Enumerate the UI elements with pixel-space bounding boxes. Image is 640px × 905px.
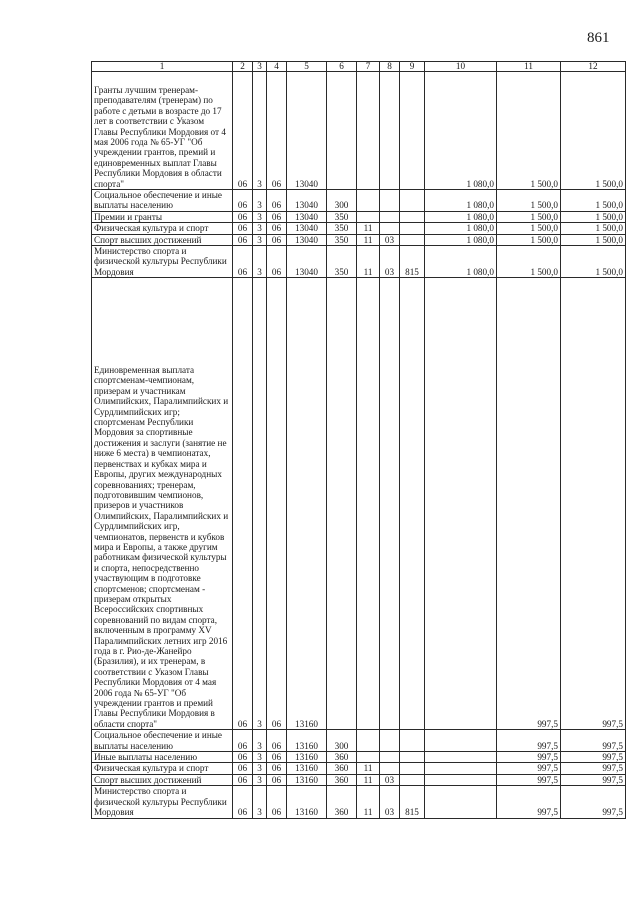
value-cell: 360 — [327, 774, 357, 785]
row-name-cell: Министерство спорта и физической культуры Республики Мордовия — [92, 786, 233, 818]
value-cell: 03 — [380, 234, 400, 245]
table-body — [92, 72, 626, 819]
value-cell: 1 080,0 — [425, 72, 497, 190]
value-cell: 1 500,0 — [497, 190, 561, 212]
value-cell: 997,5 — [497, 278, 561, 730]
value-cell: 1 500,0 — [561, 72, 626, 190]
value-cell: 997,5 — [497, 752, 561, 763]
value-cell: 350 — [327, 246, 357, 278]
value-cell — [357, 190, 380, 212]
value-cell: 11 — [357, 234, 380, 245]
value-cell — [327, 72, 357, 190]
header-row — [92, 62, 626, 72]
row-name-cell: Социальное обеспечение и иные выплаты населению — [92, 730, 233, 752]
value-cell: 1 080,0 — [425, 246, 497, 278]
value-cell: 13040 — [287, 190, 327, 212]
value-cell: 1 500,0 — [497, 72, 561, 190]
value-cell: 3 — [253, 223, 267, 234]
header-cell: 2 — [233, 62, 253, 72]
value-cell: 815 — [400, 786, 425, 818]
header-cell: 7 — [357, 62, 380, 72]
value-cell: 06 — [233, 786, 253, 818]
value-cell — [425, 752, 497, 763]
value-cell: 1 500,0 — [561, 190, 626, 212]
value-cell: 1 080,0 — [425, 211, 497, 222]
header-cell: 4 — [267, 62, 287, 72]
page-number: 861 — [587, 30, 610, 46]
budget-table — [91, 61, 626, 819]
value-cell — [380, 278, 400, 730]
value-cell — [400, 234, 425, 245]
value-cell — [357, 72, 380, 190]
value-cell: 3 — [253, 763, 267, 774]
table-row — [92, 211, 626, 222]
header-cell: 6 — [327, 62, 357, 72]
value-cell: 06 — [267, 190, 287, 212]
row-name-cell: Спорт высших достижений — [92, 774, 233, 785]
value-cell: 06 — [267, 278, 287, 730]
table-row — [92, 752, 626, 763]
value-cell — [380, 730, 400, 752]
value-cell: 815 — [400, 246, 425, 278]
value-cell: 1 080,0 — [425, 190, 497, 212]
value-cell: 11 — [357, 774, 380, 785]
value-cell — [380, 223, 400, 234]
table-row — [92, 763, 626, 774]
value-cell — [400, 774, 425, 785]
row-name-cell: Единовременная выплата спортсменам-чемпионам, призерам и участникам Олимпийских, Паралимпийских и Сурдлимпийских игр; спортсменам Республики Мордовия за спортивные достижения и заслуги (занятие не ниже 6 места) в чемпионатах, первенствах и кубках мира и Европы, других международных соревнованиях; тренерам, подготовившим чемпионов, призеров и участников Олимпийских, Паралимпийских и Сурдлимпийских игр, чемпионатов, первенств и кубков мира и Европы, а также другим работникам физической культуры и спорта, непосредственно участвующим в подготовке спортсменов; спортсменам - призерам открытых Всероссийских спортивных соревнований по видам спорта, включенным в программу XV Паралимпийских летних игр 2016 года в г. Рио-де-Жанейро (Бразилия), и их тренерам, в соответствии с Указом Главы Республики Мордовия от 4 мая 2006 года № 65-УГ "Об учреждении грантов и премий Главы Республики Мордовия в области спорта" — [92, 278, 233, 730]
table-row — [92, 223, 626, 234]
value-cell: 13160 — [287, 752, 327, 763]
value-cell: 1 080,0 — [425, 223, 497, 234]
value-cell: 997,5 — [497, 786, 561, 818]
value-cell: 997,5 — [561, 786, 626, 818]
value-cell: 06 — [233, 190, 253, 212]
value-cell — [380, 752, 400, 763]
value-cell: 1 500,0 — [561, 211, 626, 222]
value-cell: 06 — [233, 752, 253, 763]
value-cell: 06 — [267, 730, 287, 752]
value-cell: 06 — [267, 752, 287, 763]
row-name-cell: Иные выплаты населению — [92, 752, 233, 763]
value-cell — [425, 774, 497, 785]
header-cell: 12 — [561, 62, 626, 72]
value-cell: 03 — [380, 246, 400, 278]
value-cell: 13160 — [287, 730, 327, 752]
value-cell — [400, 211, 425, 222]
value-cell: 13160 — [287, 278, 327, 730]
value-cell: 3 — [253, 234, 267, 245]
value-cell: 06 — [233, 774, 253, 785]
value-cell: 06 — [267, 246, 287, 278]
row-name-cell: Физическая культура и спорт — [92, 763, 233, 774]
table-row — [92, 278, 626, 730]
value-cell — [400, 730, 425, 752]
table-row — [92, 786, 626, 818]
value-cell — [400, 190, 425, 212]
value-cell: 13040 — [287, 223, 327, 234]
value-cell: 06 — [267, 774, 287, 785]
value-cell — [357, 752, 380, 763]
row-name-cell: Премии и гранты — [92, 211, 233, 222]
value-cell: 06 — [267, 211, 287, 222]
row-name-cell: Спорт высших достижений — [92, 234, 233, 245]
value-cell: 360 — [327, 763, 357, 774]
header-cell: 8 — [380, 62, 400, 72]
value-cell: 13040 — [287, 246, 327, 278]
value-cell: 06 — [267, 234, 287, 245]
value-cell: 3 — [253, 211, 267, 222]
value-cell — [400, 752, 425, 763]
row-name-cell: Физическая культура и спорт — [92, 223, 233, 234]
value-cell: 11 — [357, 786, 380, 818]
table-row — [92, 72, 626, 190]
value-cell: 997,5 — [561, 278, 626, 730]
value-cell: 3 — [253, 752, 267, 763]
value-cell: 360 — [327, 752, 357, 763]
table-row — [92, 190, 626, 212]
value-cell: 3 — [253, 786, 267, 818]
header-cell: 11 — [497, 62, 561, 72]
value-cell: 1 500,0 — [561, 234, 626, 245]
value-cell: 03 — [380, 786, 400, 818]
value-cell: 997,5 — [561, 763, 626, 774]
header-cell: 9 — [400, 62, 425, 72]
value-cell: 1 080,0 — [425, 234, 497, 245]
value-cell: 997,5 — [497, 730, 561, 752]
value-cell: 997,5 — [497, 763, 561, 774]
value-cell: 03 — [380, 774, 400, 785]
table-row — [92, 246, 626, 278]
value-cell: 1 500,0 — [497, 234, 561, 245]
value-cell: 350 — [327, 234, 357, 245]
header-cell: 3 — [253, 62, 267, 72]
value-cell: 1 500,0 — [561, 223, 626, 234]
header-cell: 1 — [92, 62, 233, 72]
value-cell — [357, 730, 380, 752]
value-cell: 997,5 — [561, 730, 626, 752]
value-cell: 06 — [267, 72, 287, 190]
value-cell: 11 — [357, 763, 380, 774]
value-cell: 13040 — [287, 72, 327, 190]
value-cell: 06 — [267, 223, 287, 234]
row-name-cell: Гранты лучшим тренерам-преподавателям (тренерам) по работе с детьми в возрасте до 17 лет в соответствии с Указом Главы Республики Мордовия от 4 мая 2006 года № 65-УГ "Об учреждении грантов, премий и единовременных выплат Главы Республики Мордовия в области спорта" — [92, 72, 233, 190]
value-cell: 997,5 — [561, 752, 626, 763]
table-row — [92, 730, 626, 752]
row-name-cell: Министерство спорта и физической культуры Республики Мордовия — [92, 246, 233, 278]
value-cell: 1 500,0 — [561, 246, 626, 278]
value-cell: 13160 — [287, 786, 327, 818]
value-cell: 350 — [327, 223, 357, 234]
value-cell — [400, 278, 425, 730]
value-cell — [327, 278, 357, 730]
value-cell: 13160 — [287, 774, 327, 785]
value-cell: 3 — [253, 190, 267, 212]
value-cell — [380, 763, 400, 774]
value-cell: 06 — [233, 730, 253, 752]
value-cell: 13040 — [287, 211, 327, 222]
value-cell — [425, 763, 497, 774]
value-cell — [400, 763, 425, 774]
value-cell: 1 500,0 — [497, 211, 561, 222]
value-cell: 997,5 — [561, 774, 626, 785]
value-cell — [425, 730, 497, 752]
value-cell — [380, 72, 400, 190]
value-cell: 06 — [267, 786, 287, 818]
value-cell: 13160 — [287, 763, 327, 774]
value-cell — [357, 211, 380, 222]
value-cell: 1 500,0 — [497, 223, 561, 234]
value-cell: 3 — [253, 278, 267, 730]
value-cell: 300 — [327, 190, 357, 212]
header-cell: 10 — [425, 62, 497, 72]
value-cell: 350 — [327, 211, 357, 222]
value-cell: 3 — [253, 730, 267, 752]
value-cell — [425, 786, 497, 818]
value-cell: 997,5 — [497, 774, 561, 785]
value-cell: 06 — [233, 211, 253, 222]
value-cell: 3 — [253, 246, 267, 278]
row-name-cell: Социальное обеспечение и иные выплаты населению — [92, 190, 233, 212]
value-cell: 06 — [233, 278, 253, 730]
value-cell: 3 — [253, 774, 267, 785]
value-cell: 300 — [327, 730, 357, 752]
header-cell: 5 — [287, 62, 327, 72]
table-row — [92, 774, 626, 785]
value-cell: 06 — [233, 223, 253, 234]
value-cell — [425, 278, 497, 730]
value-cell: 11 — [357, 246, 380, 278]
table-row — [92, 234, 626, 245]
value-cell: 360 — [327, 786, 357, 818]
value-cell: 1 500,0 — [497, 246, 561, 278]
value-cell: 13040 — [287, 234, 327, 245]
value-cell: 06 — [233, 246, 253, 278]
value-cell: 06 — [233, 234, 253, 245]
value-cell: 06 — [267, 763, 287, 774]
value-cell — [400, 223, 425, 234]
value-cell — [400, 72, 425, 190]
value-cell — [380, 190, 400, 212]
value-cell — [380, 211, 400, 222]
value-cell: 06 — [233, 763, 253, 774]
value-cell — [357, 278, 380, 730]
value-cell: 3 — [253, 72, 267, 190]
value-cell: 06 — [233, 72, 253, 190]
value-cell: 11 — [357, 223, 380, 234]
